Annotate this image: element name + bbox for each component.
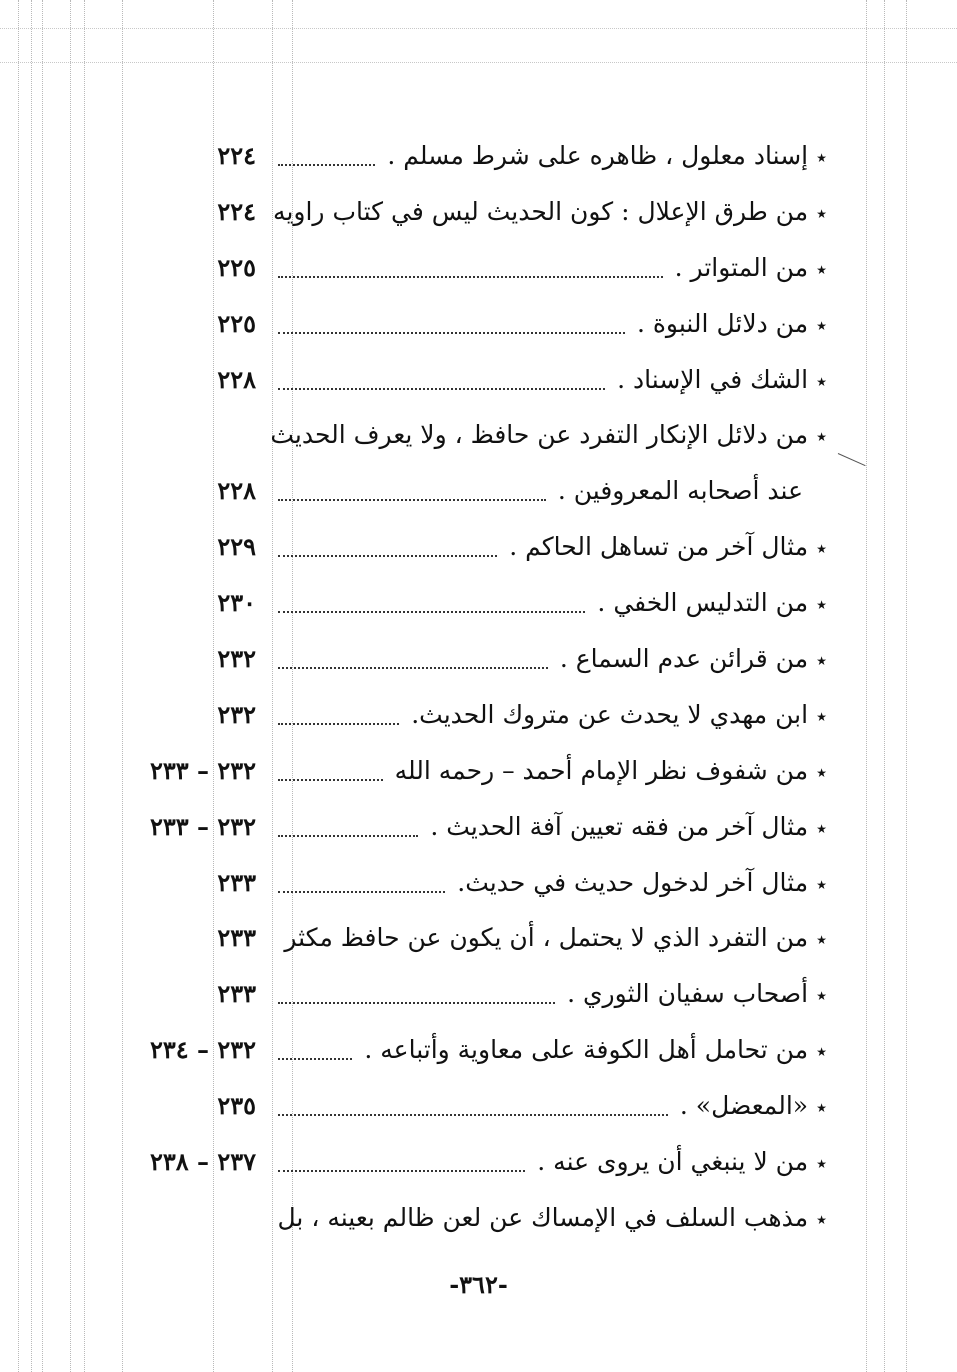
toc-entry-page: ٢٣٢ (217, 644, 256, 674)
toc-entry (0, 298, 957, 354)
bullet-star-icon: ٭ (816, 424, 827, 449)
toc-entry-title (537, 1144, 827, 1181)
leader-dots (278, 611, 585, 613)
toc-entry-label: من التفرد الذي لا يحتمل ، أن يكون عن حافظ مكثر (284, 923, 809, 953)
leader-dots (278, 723, 399, 725)
toc-entry (0, 409, 957, 465)
toc-entry (0, 968, 957, 1024)
bullet-star-icon: ٭ (816, 145, 827, 169)
toc-entry-title (560, 641, 827, 678)
bullet-star-icon: ٭ (816, 592, 827, 617)
leader-dots (278, 555, 497, 557)
toc-entry (0, 130, 957, 186)
toc-entry-title (675, 250, 827, 287)
margin-guide-line (0, 62, 957, 63)
bullet-star-icon: ٭ (816, 312, 827, 337)
leader-dots (278, 667, 548, 669)
toc-entry (0, 465, 957, 521)
toc-entry (0, 577, 957, 633)
toc-entry (0, 912, 957, 968)
bullet-star-icon: ٭ (816, 200, 827, 225)
toc-entry-title (364, 1032, 827, 1069)
leader-dots (278, 499, 546, 501)
bullet-star-icon: ٭ (816, 927, 827, 952)
toc-entry-page: ٢٢٤ (217, 141, 256, 170)
toc-entry-page: ٢٣٧ – ٢٣٨ (149, 1147, 256, 1177)
toc-entry-page: ٢٢٤ (217, 196, 256, 226)
toc-entry-label: مثال آخر لدخول حديث في حديث. (457, 867, 809, 897)
toc-entry (0, 354, 957, 410)
leader-dots (278, 1170, 525, 1172)
bullet-star-icon: ٭ (816, 1095, 827, 1120)
toc-entry (0, 1192, 957, 1248)
toc-entry-page: ٢٣٥ (217, 1091, 256, 1121)
toc-entry-title (411, 697, 827, 734)
toc-entry-label: مثال آخر من تساهل الحاكم . (509, 532, 809, 562)
toc-entry (0, 1080, 957, 1136)
toc-entry (0, 633, 957, 689)
toc-entry-label: مثال آخر من فقه تعيين آفة الحديث . (430, 811, 809, 841)
toc-entry (0, 521, 957, 577)
bullet-star-icon: ٭ (816, 648, 827, 673)
bullet-star-icon: ٭ (816, 1151, 827, 1176)
toc-entry-label: ابن مهدي لا يحدث عن متروك الحديث. (411, 699, 809, 729)
toc-entry-page: ٢٣٢ – ٢٣٤ (149, 1035, 256, 1065)
toc-entry (0, 801, 957, 857)
toc-entry-title (680, 1088, 827, 1125)
toc-entry-page: ٢٣٢ – ٢٣٣ (149, 811, 256, 841)
toc-entry-page: ٢٢٨ (217, 476, 256, 506)
bullet-star-icon: ٭ (816, 815, 827, 840)
toc-entry-page: ٢٢٥ (217, 252, 256, 282)
toc-entry (0, 857, 957, 913)
toc-entry-label: من دلائل الإنكار التفرد عن حافظ ، ولا يعرف الحديث (270, 420, 809, 450)
toc-entry-label: من التدليس الخفي . (597, 588, 809, 618)
bullet-star-icon: ٭ (816, 256, 827, 281)
toc-entry-label: من قرائن عدم السماع . (559, 644, 809, 674)
toc-entry-page: ٢٣٣ (217, 923, 256, 953)
bullet-star-icon: ٭ (816, 1206, 827, 1231)
bullet-star-icon: ٭ (816, 368, 827, 393)
bullet-star-icon: ٭ (816, 703, 827, 728)
toc-entry-title (457, 865, 827, 902)
leader-dots (278, 332, 625, 334)
bullet-star-icon: ٭ (816, 536, 827, 561)
leader-dots (278, 1114, 668, 1116)
toc-entry-title (284, 920, 827, 957)
toc-entry-title (558, 473, 803, 509)
bullet-star-icon: ٭ (816, 871, 827, 896)
toc-entry-title (273, 194, 827, 231)
toc-entry-title (270, 417, 827, 454)
toc-entry-title (509, 529, 827, 566)
toc-entry (0, 745, 957, 801)
leader-dots (278, 891, 445, 893)
leader-dots (278, 1058, 352, 1060)
toc-entry-title (395, 753, 827, 790)
leader-dots (278, 1002, 555, 1004)
toc-entry-label: من طرق الإعلال : كون الحديث ليس في كتاب راويه (273, 196, 809, 226)
toc-entry-page: ٢٣٣ (217, 979, 256, 1009)
toc-entry-page: ٢٣٠ (217, 588, 256, 618)
page-number: -٣٦٢- (449, 1270, 508, 1299)
toc-entry-title (567, 976, 827, 1013)
toc-entry-page: ٢٢٥ (217, 308, 256, 338)
bullet-star-icon: ٭ (816, 1039, 827, 1064)
bullet-star-icon: ٭ (816, 759, 827, 784)
toc-entry-label: من دلائل النبوة . (636, 308, 809, 338)
toc-entry-label: «المعضل» . (679, 1091, 809, 1121)
bullet-star-icon: ٭ (816, 983, 827, 1008)
toc-entry (0, 242, 957, 298)
margin-guide-line (0, 28, 957, 29)
leader-dots (278, 388, 605, 390)
toc-entry (0, 1136, 957, 1192)
toc-entry (0, 1024, 957, 1080)
toc-entry (0, 186, 957, 242)
toc-entry-label: إسناد معلول ، ظاهره على شرط مسلم . (387, 141, 809, 170)
toc-entry-page: ٢٢٨ (217, 364, 256, 394)
toc-entry-title (387, 138, 827, 175)
toc-entry-page: ٢٢٩ (217, 532, 256, 562)
table-of-contents (0, 130, 957, 1248)
toc-entry-page: ٢٣٣ (217, 867, 256, 897)
toc-entry (0, 689, 957, 745)
toc-entry-label: من تحامل أهل الكوفة على معاوية وأتباعه . (364, 1035, 809, 1065)
toc-entry-title (278, 1200, 828, 1237)
toc-entry-label: من لا ينبغي أن يروى عنه . (537, 1147, 809, 1177)
toc-entry-label: عند أصحابه المعروفين . (557, 476, 803, 506)
toc-entry-label: الشك في الإسناد . (617, 364, 809, 394)
leader-dots (278, 164, 375, 166)
toc-entry-label: من المتواتر . (674, 252, 809, 282)
leader-dots (278, 779, 383, 781)
toc-entry-title (430, 809, 827, 846)
toc-entry-page: ٢٣٢ (217, 699, 256, 729)
toc-entry-title (617, 362, 827, 399)
toc-entry-title (597, 585, 827, 622)
toc-entry-label: مذهب السلف في الإمساك عن لعن ظالم بعينه ، بل (277, 1202, 809, 1232)
toc-entry-page: ٢٣٢ – ٢٣٣ (149, 755, 256, 785)
leader-dots (278, 835, 418, 837)
toc-entry-title (637, 306, 827, 343)
toc-entry-label: من شفوف نظر الإمام أحمد – رحمه الله (394, 755, 809, 785)
leader-dots (278, 276, 663, 278)
toc-entry-label: أصحاب سفيان الثوري . (567, 979, 809, 1009)
